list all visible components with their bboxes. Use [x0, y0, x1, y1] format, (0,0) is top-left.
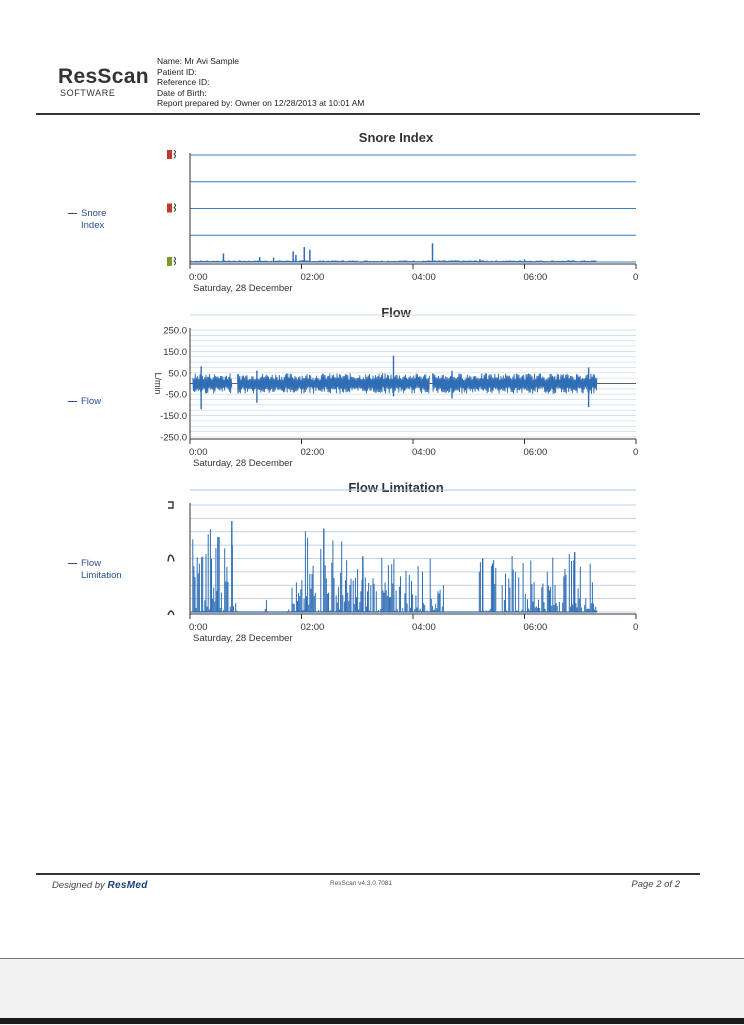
footer-rule [36, 873, 700, 875]
snore-legend [68, 208, 106, 232]
x-axis-date-label: Saturday, 28 December [193, 283, 293, 294]
x-tick-label: 0 [633, 272, 639, 283]
snore-wave-icon [174, 204, 176, 212]
flow-legend [68, 396, 101, 408]
snore-legend-line2: Index [81, 220, 105, 231]
resscan-logo [58, 66, 149, 98]
flow-chart-title: Flow [381, 305, 411, 320]
sheet-bottom-edge [0, 958, 744, 1025]
flow-series-segment [237, 373, 429, 394]
report-prepared: Report prepared by: Owner on 12/28/2013 at 10:01 AM [157, 98, 365, 108]
x-tick-label: 0:00 [189, 272, 208, 283]
y-tick-label: 150.0 [163, 346, 187, 358]
x-tick-label: 02:00 [300, 272, 325, 283]
software-version: ResScan v4.3.0.7081 [330, 880, 393, 887]
logo-title: ResScan [58, 65, 149, 88]
snore-index-chart [140, 140, 660, 300]
header-rule [36, 113, 700, 115]
x-tick-label: 04:00 [412, 272, 436, 283]
footer-designed-by [52, 880, 148, 891]
x-tick-label: 06:00 [523, 272, 548, 283]
patient-name: Name: Mr Avi Sample [157, 56, 240, 66]
x-tick-label: 02:00 [300, 622, 325, 633]
reference-id: Reference ID: [157, 77, 210, 87]
scanner-edge [0, 1018, 744, 1024]
flow-series-segment [433, 373, 597, 393]
logo-subtitle: SOFTWARE [60, 88, 116, 98]
y-tick-label: -150.0 [160, 411, 187, 423]
snore-level-icon [167, 204, 172, 213]
flowlim-legend [68, 558, 122, 582]
x-tick-label: 0:00 [189, 622, 208, 633]
x-tick-label: 06:00 [523, 622, 548, 633]
legend-line-icon [68, 563, 77, 564]
date-of-birth: Date of Birth: [157, 87, 207, 98]
patient-info [157, 56, 364, 109]
patient-id: Patient ID: [157, 66, 197, 77]
x-tick-label: 04:00 [412, 447, 436, 458]
x-tick-label: 04:00 [412, 622, 436, 633]
flow-chart [140, 315, 660, 475]
flow-legend-line1: Flow [81, 396, 102, 407]
snore-chart-title: Snore Index [358, 130, 434, 145]
snore-legend-line1: Snore [81, 208, 107, 219]
y-tick-label: -50.0 [165, 389, 187, 401]
y-tick-label: 50.0 [168, 368, 187, 380]
snore-level-icon [167, 257, 172, 266]
y-tick-label: 250.0 [163, 325, 187, 337]
x-axis-date-label: Saturday, 28 December [193, 458, 293, 469]
x-tick-label: 0 [633, 622, 639, 633]
flow-series-segment [193, 374, 232, 394]
y-axis-label: L/min [153, 372, 163, 395]
flow-limitation-chart [140, 490, 660, 650]
x-tick-label: 0:00 [189, 447, 208, 458]
x-axis-date-label: Saturday, 28 December [193, 633, 293, 644]
resmed-brand: ResMed [107, 880, 148, 891]
flow-shape-icon [168, 611, 174, 615]
y-tick-label: -250.0 [160, 432, 187, 444]
designed-by-text: Designed by [52, 880, 105, 891]
page-number: Page 2 of 2 [631, 879, 680, 890]
snore-wave-icon [174, 150, 176, 158]
x-tick-label: 0 [633, 447, 639, 458]
snore-level-icon [167, 150, 172, 159]
x-tick-label: 02:00 [300, 447, 325, 458]
flow-shape-icon [168, 555, 174, 561]
flowlim-legend-line2: Limitation [81, 570, 122, 581]
snore-series-line [190, 261, 597, 262]
x-tick-label: 06:00 [523, 447, 548, 458]
flow-shape-icon [168, 502, 173, 508]
legend-line-icon [68, 213, 77, 214]
flowlim-legend-line1: Flow [81, 558, 102, 569]
snore-wave-icon [174, 257, 176, 265]
flowlim-chart-title: Flow Limitation [348, 480, 444, 495]
legend-line-icon [68, 401, 77, 402]
